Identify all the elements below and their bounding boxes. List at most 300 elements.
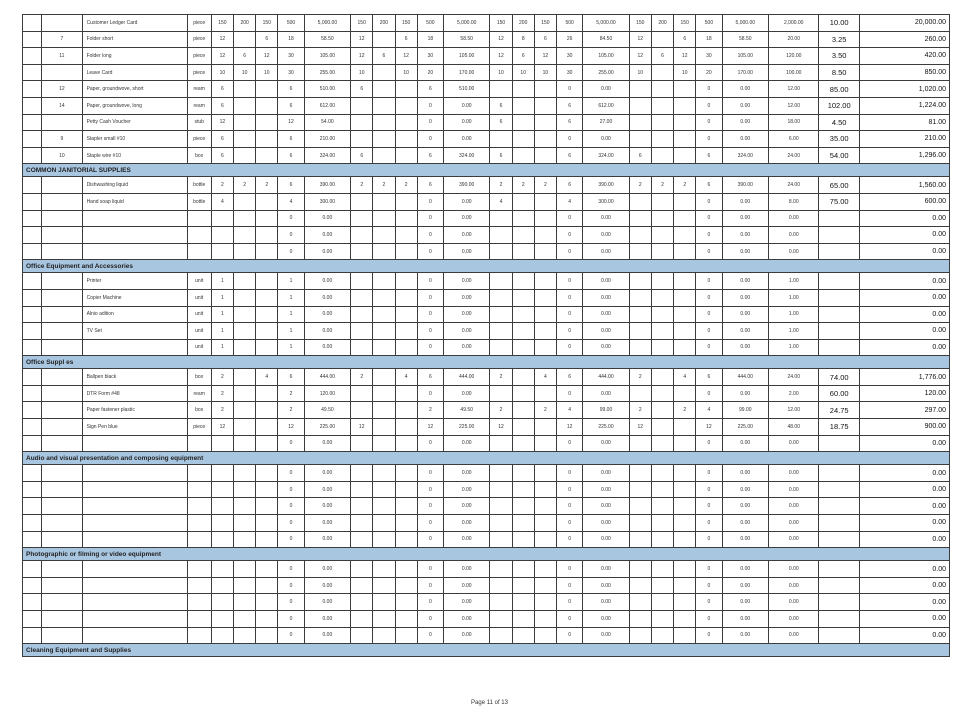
cell-q1-amount: 0.00 <box>304 339 350 356</box>
cell-total-amount: 600.00 <box>859 193 949 210</box>
cell-q2-m3: 12 <box>395 48 417 65</box>
cell-col-code <box>42 64 82 81</box>
cell-total-amount: 900.00 <box>859 419 949 436</box>
cell-q3-m3 <box>534 561 556 578</box>
cell-q2-m3 <box>395 498 417 515</box>
cell-q3-m2 <box>512 611 534 628</box>
cell-q4-m3 <box>674 385 696 402</box>
cell-q3-m2 <box>512 577 534 594</box>
cell-q2-amount: 390.00 <box>443 177 489 194</box>
cell-total-amount: 1,776.00 <box>859 369 949 386</box>
cell-q1-amount: 0.00 <box>304 210 350 227</box>
cell-q4-m1: 12 <box>629 31 651 48</box>
cell-q2-m2 <box>373 339 395 356</box>
cell-q3-m3 <box>534 577 556 594</box>
cell-total-amount: 0.00 <box>859 498 949 515</box>
cell-q4-amount: 0.00 <box>722 435 768 452</box>
cell-q2-m3 <box>395 531 417 548</box>
cell-q3-m2: 200 <box>512 15 534 32</box>
cell-q3-amount: 84.50 <box>583 31 629 48</box>
cell-q4-m2 <box>651 498 673 515</box>
cell-q1-m1 <box>211 465 233 482</box>
cell-q3-m2 <box>512 385 534 402</box>
cell-q1-m3 <box>256 385 278 402</box>
cell-col-code <box>42 531 82 548</box>
cell-unit-price <box>819 561 859 578</box>
cell-q2-m2 <box>373 323 395 340</box>
cell-q4-m1 <box>629 114 651 131</box>
cell-q4-amount: 0.00 <box>722 627 768 644</box>
cell-q4-m2: 2 <box>651 177 673 194</box>
cell-col-no <box>23 97 42 114</box>
cell-q2-total-qty: 12 <box>417 419 443 436</box>
cell-q4-m3 <box>674 81 696 98</box>
cell-total-quantity: 12.00 <box>769 97 819 114</box>
cell-q4-m1 <box>629 273 651 290</box>
cell-q3-amount: 0.00 <box>583 611 629 628</box>
cell-total-amount: 1,560.00 <box>859 177 949 194</box>
cell-col-description <box>82 210 187 227</box>
cell-total-amount: 1,224.00 <box>859 97 949 114</box>
cell-q2-total-qty: 0 <box>417 243 443 260</box>
cell-q1-total-qty: 0 <box>278 210 304 227</box>
cell-unit-price <box>819 481 859 498</box>
cell-q3-total-qty: 0 <box>557 498 583 515</box>
cell-q1-m1: 6 <box>211 131 233 148</box>
cell-col-no <box>23 627 42 644</box>
cell-q1-total-qty: 0 <box>278 498 304 515</box>
table-row <box>23 481 950 498</box>
cell-q4-amount: 0.00 <box>722 97 768 114</box>
cell-q2-m2 <box>373 273 395 290</box>
cell-q1-m2 <box>234 31 256 48</box>
cell-total-quantity: 24.00 <box>769 177 819 194</box>
cell-q3-amount: 0.00 <box>583 289 629 306</box>
cell-q2-m3 <box>395 193 417 210</box>
cell-q3-amount: 105.00 <box>583 48 629 65</box>
cell-q2-m2 <box>373 465 395 482</box>
cell-q4-total-qty: 6 <box>696 147 722 164</box>
cell-q2-m3 <box>395 114 417 131</box>
cell-q2-amount: 0.00 <box>443 289 489 306</box>
cell-q4-total-qty: 0 <box>696 323 722 340</box>
cell-q4-amount: 0.00 <box>722 594 768 611</box>
cell-q3-total-qty: 0 <box>557 561 583 578</box>
cell-q1-total-qty: 500 <box>278 15 304 32</box>
table-row <box>23 227 950 244</box>
cell-q1-m3 <box>256 289 278 306</box>
cell-q4-total-qty: 0 <box>696 131 722 148</box>
cell-q3-amount: 0.00 <box>583 594 629 611</box>
cell-q3-m2 <box>512 339 534 356</box>
cell-q2-m2 <box>373 131 395 148</box>
cell-col-code <box>42 369 82 386</box>
cell-q2-amount: 0.00 <box>443 243 489 260</box>
cell-col-code <box>42 435 82 452</box>
cell-q2-amount: 0.00 <box>443 498 489 515</box>
table-row <box>23 498 950 515</box>
cell-q3-m1: 2 <box>490 177 512 194</box>
cell-q2-m1: 6 <box>351 81 373 98</box>
cell-col-unit: unit <box>187 289 211 306</box>
cell-q4-m1: 12 <box>629 419 651 436</box>
procurement-plan-sheet <box>22 14 950 657</box>
cell-q2-total-qty: 0 <box>417 385 443 402</box>
cell-q1-total-qty: 6 <box>278 81 304 98</box>
cell-q4-m1 <box>629 594 651 611</box>
cell-q3-m2 <box>512 306 534 323</box>
cell-total-quantity: 1.00 <box>769 339 819 356</box>
cell-q4-amount: 5,000.00 <box>722 15 768 32</box>
cell-col-description: Paper fastener plastic <box>82 402 187 419</box>
cell-total-amount: 0.00 <box>859 289 949 306</box>
cell-q2-m1 <box>351 227 373 244</box>
cell-q1-total-qty: 2 <box>278 385 304 402</box>
cell-q3-m2 <box>512 227 534 244</box>
cell-col-description: Folder short <box>82 31 187 48</box>
cell-q2-total-qty: 2 <box>417 402 443 419</box>
cell-q2-m2 <box>373 498 395 515</box>
cell-total-quantity: 0.00 <box>769 481 819 498</box>
cell-unit-price: 8.50 <box>819 64 859 81</box>
cell-total-quantity: 2.00 <box>769 385 819 402</box>
cell-q1-total-qty: 0 <box>278 561 304 578</box>
cell-q4-total-qty: 0 <box>696 577 722 594</box>
cell-col-no <box>23 481 42 498</box>
cell-q2-total-qty: 0 <box>417 465 443 482</box>
cell-unit-price: 24.75 <box>819 402 859 419</box>
cell-col-no <box>23 531 42 548</box>
cell-q2-amount: 510.00 <box>443 81 489 98</box>
cell-q4-m3 <box>674 227 696 244</box>
cell-unit-price: 75.00 <box>819 193 859 210</box>
cell-total-quantity: 120.00 <box>769 48 819 65</box>
cell-q3-amount: 444.00 <box>583 369 629 386</box>
cell-q1-total-qty: 0 <box>278 481 304 498</box>
cell-q4-amount: 0.00 <box>722 515 768 532</box>
cell-total-amount: 0.00 <box>859 273 949 290</box>
cell-q3-total-qty: 12 <box>557 419 583 436</box>
cell-q1-m1 <box>211 435 233 452</box>
cell-col-unit <box>187 561 211 578</box>
cell-col-no <box>23 177 42 194</box>
cell-q4-m1: 12 <box>629 48 651 65</box>
cell-q1-m1 <box>211 627 233 644</box>
cell-q3-m3 <box>534 339 556 356</box>
cell-q3-m1 <box>490 210 512 227</box>
cell-q2-m1 <box>351 97 373 114</box>
cell-q4-m2 <box>651 531 673 548</box>
category-header <box>23 644 950 657</box>
cell-q4-total-qty: 0 <box>696 339 722 356</box>
cell-q3-amount: 0.00 <box>583 273 629 290</box>
cell-q2-m2 <box>373 289 395 306</box>
cell-q2-total-qty: 0 <box>417 561 443 578</box>
cell-q1-m3 <box>256 419 278 436</box>
cell-q2-m3 <box>395 385 417 402</box>
cell-q2-m3 <box>395 435 417 452</box>
cell-q4-m3 <box>674 531 696 548</box>
cell-col-code: 11 <box>42 48 82 65</box>
cell-q2-m2 <box>373 385 395 402</box>
cell-col-no <box>23 193 42 210</box>
cell-q2-m3 <box>395 594 417 611</box>
cell-total-amount: 297.00 <box>859 402 949 419</box>
cell-q3-m2 <box>512 465 534 482</box>
cell-unit-price: 10.00 <box>819 15 859 32</box>
cell-q2-total-qty: 0 <box>417 227 443 244</box>
cell-unit-price: 102.00 <box>819 97 859 114</box>
cell-q2-m1: 12 <box>351 48 373 65</box>
cell-q4-m2 <box>651 385 673 402</box>
cell-q1-m1: 2 <box>211 402 233 419</box>
table-row <box>23 31 950 48</box>
cell-q2-amount: 5,000.00 <box>443 15 489 32</box>
cell-q3-m1 <box>490 306 512 323</box>
cell-q3-m3: 150 <box>534 15 556 32</box>
cell-q2-m2 <box>373 81 395 98</box>
cell-q3-total-qty: 0 <box>557 243 583 260</box>
cell-col-code <box>42 306 82 323</box>
cell-q1-amount: 225.00 <box>304 419 350 436</box>
cell-col-code <box>42 561 82 578</box>
cell-col-unit: ream <box>187 97 211 114</box>
cell-col-unit: box <box>187 369 211 386</box>
cell-q3-m3 <box>534 210 556 227</box>
cell-q2-m3 <box>395 131 417 148</box>
cell-q3-m3 <box>534 627 556 644</box>
cell-q3-m1 <box>490 531 512 548</box>
cell-total-amount: 0.00 <box>859 323 949 340</box>
cell-total-amount: 81.00 <box>859 114 949 131</box>
category-header <box>23 260 950 273</box>
cell-q4-total-qty: 0 <box>696 243 722 260</box>
cell-q2-m2: 6 <box>373 48 395 65</box>
cell-q3-m1 <box>490 227 512 244</box>
cell-q1-amount: 0.00 <box>304 306 350 323</box>
cell-q4-total-qty: 0 <box>696 210 722 227</box>
cell-col-description: Ballpen black <box>82 369 187 386</box>
cell-total-quantity: 1.00 <box>769 306 819 323</box>
cell-col-code <box>42 339 82 356</box>
cell-col-code <box>42 515 82 532</box>
cell-q4-m1: 2 <box>629 402 651 419</box>
cell-q1-m3 <box>256 577 278 594</box>
cell-q4-total-qty: 4 <box>696 402 722 419</box>
cell-col-description: Petty Cash Voucher <box>82 114 187 131</box>
cell-q1-m2 <box>234 147 256 164</box>
cell-q3-m1: 12 <box>490 419 512 436</box>
cell-total-quantity: 12.00 <box>769 402 819 419</box>
cell-q2-total-qty: 0 <box>417 210 443 227</box>
cell-col-no <box>23 419 42 436</box>
cell-q1-m1: 12 <box>211 419 233 436</box>
cell-q2-total-qty: 20 <box>417 64 443 81</box>
cell-q1-m3: 6 <box>256 31 278 48</box>
cell-q1-m3 <box>256 97 278 114</box>
cell-col-no <box>23 515 42 532</box>
cell-q1-m1: 2 <box>211 385 233 402</box>
cell-total-amount: 0.00 <box>859 227 949 244</box>
cell-q3-m2 <box>512 323 534 340</box>
cell-q3-m1: 2 <box>490 369 512 386</box>
cell-q4-m2 <box>651 627 673 644</box>
cell-q4-m3 <box>674 323 696 340</box>
cell-q1-m3 <box>256 435 278 452</box>
cell-q4-m2 <box>651 577 673 594</box>
cell-q2-m2 <box>373 306 395 323</box>
cell-q2-m1 <box>351 481 373 498</box>
cell-q1-m2 <box>234 594 256 611</box>
cell-col-code <box>42 177 82 194</box>
cell-q1-m2 <box>234 323 256 340</box>
cell-q1-m1 <box>211 498 233 515</box>
cell-q4-m3 <box>674 627 696 644</box>
cell-col-unit <box>187 481 211 498</box>
cell-q2-m2 <box>373 531 395 548</box>
cell-q1-m3: 2 <box>256 177 278 194</box>
cell-q3-total-qty: 0 <box>557 385 583 402</box>
cell-q1-m3 <box>256 306 278 323</box>
cell-col-description <box>82 611 187 628</box>
cell-q4-m1 <box>629 465 651 482</box>
cell-col-no <box>23 210 42 227</box>
cell-col-code <box>42 594 82 611</box>
cell-q2-m1 <box>351 561 373 578</box>
cell-q4-amount: 58.50 <box>722 31 768 48</box>
cell-q3-m1 <box>490 339 512 356</box>
cell-col-unit: ream <box>187 385 211 402</box>
cell-col-no <box>23 147 42 164</box>
cell-col-description: Stapler small #10 <box>82 131 187 148</box>
cell-q4-total-qty: 0 <box>696 306 722 323</box>
cell-unit-price: 3.25 <box>819 31 859 48</box>
cell-q3-m1 <box>490 577 512 594</box>
cell-q1-m2: 2 <box>234 177 256 194</box>
cell-q3-m2 <box>512 498 534 515</box>
cell-q1-m1 <box>211 243 233 260</box>
cell-q2-m2 <box>373 97 395 114</box>
category-header <box>23 356 950 369</box>
cell-q3-total-qty: 0 <box>557 435 583 452</box>
cell-q2-m1 <box>351 306 373 323</box>
table-row <box>23 147 950 164</box>
cell-q1-total-qty: 6 <box>278 147 304 164</box>
cell-q4-total-qty: 0 <box>696 465 722 482</box>
cell-q1-amount: 300.00 <box>304 193 350 210</box>
table-row <box>23 323 950 340</box>
table-row <box>23 402 950 419</box>
cell-q3-m3 <box>534 531 556 548</box>
cell-q1-m2: 200 <box>234 15 256 32</box>
cell-q1-total-qty: 0 <box>278 465 304 482</box>
cell-q3-m1 <box>490 289 512 306</box>
cell-q3-m3 <box>534 97 556 114</box>
cell-q4-m1 <box>629 385 651 402</box>
cell-q3-total-qty: 0 <box>557 210 583 227</box>
cell-q1-amount: 210.00 <box>304 131 350 148</box>
cell-q3-amount: 0.00 <box>583 339 629 356</box>
cell-q1-m2 <box>234 577 256 594</box>
cell-q2-m3: 4 <box>395 369 417 386</box>
cell-q3-total-qty: 6 <box>557 177 583 194</box>
cell-q2-total-qty: 0 <box>417 339 443 356</box>
cell-q1-amount: 0.00 <box>304 627 350 644</box>
cell-q2-amount: 0.00 <box>443 273 489 290</box>
cell-q4-amount: 0.00 <box>722 323 768 340</box>
cell-q2-total-qty: 6 <box>417 369 443 386</box>
cell-total-amount: 20,000.00 <box>859 15 949 32</box>
category-title: Office Suppl es <box>23 356 950 369</box>
table-row <box>23 48 950 65</box>
cell-q4-m3 <box>674 289 696 306</box>
cell-q2-amount: 0.00 <box>443 385 489 402</box>
cell-q3-m2 <box>512 193 534 210</box>
cell-q3-m1: 6 <box>490 114 512 131</box>
cell-col-description <box>82 515 187 532</box>
cell-col-no <box>23 64 42 81</box>
cell-unit-price <box>819 465 859 482</box>
cell-q2-total-qty: 500 <box>417 15 443 32</box>
cell-q2-m1 <box>351 577 373 594</box>
cell-q4-m3: 2 <box>674 177 696 194</box>
cell-q2-m3 <box>395 481 417 498</box>
table-row <box>23 243 950 260</box>
cell-total-quantity: 2,000.00 <box>769 15 819 32</box>
cell-q4-m2 <box>651 465 673 482</box>
cell-q3-m1 <box>490 561 512 578</box>
cell-q3-amount: 255.00 <box>583 64 629 81</box>
cell-q4-m2 <box>651 273 673 290</box>
cell-q2-amount: 0.00 <box>443 561 489 578</box>
cell-q4-m2: 200 <box>651 15 673 32</box>
cell-q4-m2 <box>651 97 673 114</box>
cell-total-quantity: 24.00 <box>769 147 819 164</box>
cell-q4-amount: 0.00 <box>722 498 768 515</box>
cell-unit-price <box>819 594 859 611</box>
cell-q4-m3 <box>674 611 696 628</box>
cell-q4-total-qty: 0 <box>696 435 722 452</box>
cell-q4-m2 <box>651 435 673 452</box>
cell-q3-m2: 6 <box>512 48 534 65</box>
cell-q2-m1 <box>351 323 373 340</box>
cell-q1-m2: 6 <box>234 48 256 65</box>
cell-q4-amount: 0.00 <box>722 289 768 306</box>
cell-q3-m2 <box>512 531 534 548</box>
cell-q3-m1 <box>490 481 512 498</box>
cell-q2-amount: 324.00 <box>443 147 489 164</box>
cell-q2-m2 <box>373 193 395 210</box>
cell-total-quantity: 18.00 <box>769 114 819 131</box>
cell-q2-amount: 0.00 <box>443 193 489 210</box>
cell-col-unit: unit <box>187 273 211 290</box>
cell-q3-amount: 0.00 <box>583 481 629 498</box>
cell-col-description: Hand soap liquid <box>82 193 187 210</box>
cell-q2-amount: 0.00 <box>443 627 489 644</box>
cell-q4-m1 <box>629 481 651 498</box>
category-title: Cleaning Equipment and Supplies <box>23 644 950 657</box>
cell-col-code <box>42 243 82 260</box>
cell-q2-total-qty: 6 <box>417 147 443 164</box>
cell-q4-total-qty: 6 <box>696 177 722 194</box>
cell-q1-m1 <box>211 210 233 227</box>
cell-q1-total-qty: 0 <box>278 594 304 611</box>
cell-q1-m2 <box>234 243 256 260</box>
cell-q3-m1: 12 <box>490 48 512 65</box>
cell-col-description: Folder long <box>82 48 187 65</box>
cell-col-unit: unit <box>187 339 211 356</box>
cell-col-unit <box>187 627 211 644</box>
